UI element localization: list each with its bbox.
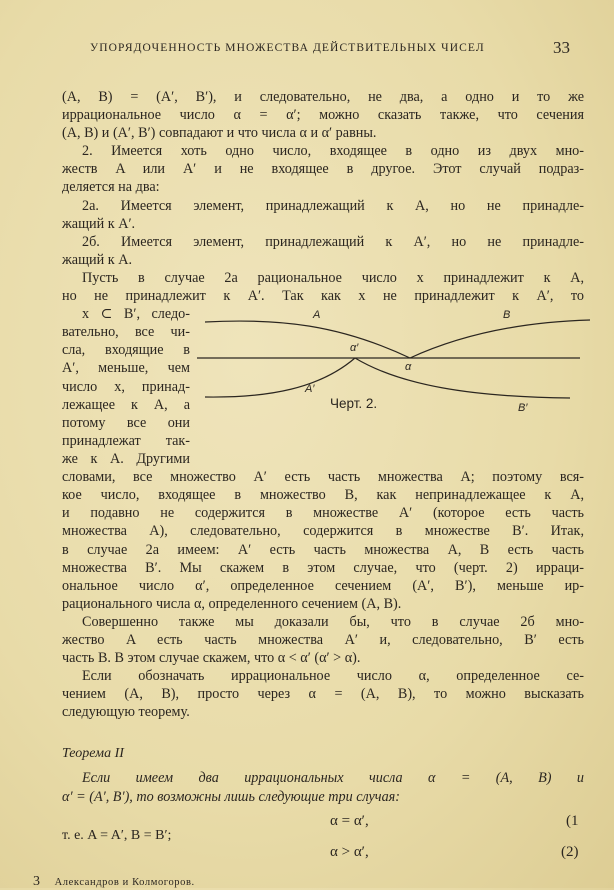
formula-case-2: α > α′, xyxy=(330,844,369,860)
column-line: лежащее к A, а xyxy=(62,397,190,413)
column-line: потому все они xyxy=(62,415,190,431)
label-A-prime: A′ xyxy=(305,383,315,395)
text-line: Если обозначать иррациональное число α, определенное се- xyxy=(82,668,584,684)
text-line: и подавно не содержится в множестве A′ (которое есть часть xyxy=(62,505,584,521)
column-line: x ⊂ B′, следо- xyxy=(82,306,190,322)
text-line: (A, B) и (A′, B′) совпадают и что числа α и α′ равны. xyxy=(62,125,377,141)
column-line: же к A. Другими xyxy=(62,451,190,467)
text-line: жащий к A′. xyxy=(62,216,136,232)
text-line: жеств A или A′ и не входящее в другое. Этот случай подраз- xyxy=(62,161,584,177)
equation-number-2: (2) xyxy=(561,844,579,860)
text-line: словами, все множество A′ есть часть множества A; поэтому вся- xyxy=(62,469,584,485)
text-line: Совершенно также мы доказали бы, что в случае 2б мно- xyxy=(82,614,584,630)
text-line: множества A), следовательно, содержится в множестве B′. Итак, xyxy=(62,523,584,539)
label-B: B xyxy=(503,309,511,321)
column-line: принадлежат так- xyxy=(62,433,190,449)
theorem-line: Если имеем два иррациональных числа α = (A, B) и xyxy=(82,770,584,786)
text-line: чением (A, B), просто через α = (A, B), то можно высказать xyxy=(62,686,584,702)
page-number: 33 xyxy=(553,38,570,57)
text-line: деляется на два: xyxy=(62,179,160,195)
text-line: часть B. В этом случае скажем, что α < α′ (α′ > α). xyxy=(62,650,361,666)
text-line: множества B′. Мы скажем в этом случае, что (черт. 2) ирраци- xyxy=(62,560,584,576)
text-line: Пусть в случае 2а рациональное число x принадлежит к A, xyxy=(82,270,584,286)
column-line: A′, меньше, чем xyxy=(62,360,190,376)
theorem-title: Теорема II xyxy=(62,746,124,761)
text-line: (A, B) = (A′, B′), и следовательно, не два, а одно и то же xyxy=(62,89,584,105)
curve-A-prime xyxy=(205,358,355,397)
case-1-note: т. е. A = A′, B = B′; xyxy=(62,828,172,843)
running-header: УПОРЯДОЧЕННОСТЬ МНОЖЕСТВА ДЕЙСТВИТЕЛЬНЫХ ЧИСЕЛ xyxy=(90,42,485,54)
label-B-prime: B′ xyxy=(518,402,528,414)
text-line: жество A есть часть множества A′ и, следовательно, B′ есть xyxy=(62,632,584,648)
text-line: жащий к A. xyxy=(62,252,132,268)
column-line: вательно, все чи- xyxy=(62,324,190,340)
curve-B-prime xyxy=(355,358,570,398)
column-line: число x, принад- xyxy=(62,379,190,395)
label-alpha-prime: α′ xyxy=(350,342,359,354)
label-alpha: α xyxy=(405,361,412,373)
text-line: ональное число α′, определенное сечением (A′, B′), меньше ир- xyxy=(62,578,584,594)
theorem-line: α′ = (A′, B′), то возможны лишь следующие три случая: xyxy=(62,789,400,805)
footer-text: Александров и Колмогоров. xyxy=(54,877,195,888)
text-line: следующую теорему. xyxy=(62,704,190,720)
curve-A xyxy=(205,321,410,358)
text-line: кое число, входящее в множество B, как непринадлежащее к A, xyxy=(62,487,584,503)
text-line: но не принадлежит к A′. Так как x не принадлежит к A′, то xyxy=(62,288,584,304)
figure-caption: Черт. 2. xyxy=(330,396,378,411)
text-line: 2б. Имеется элемент, принадлежащий к A′, но не принадле- xyxy=(82,234,584,250)
text-line: 2. Имеется хоть одно число, входящее в одно из двух мно- xyxy=(82,143,584,159)
text-line: в случае 2а имеем: A′ есть часть множества A, B есть часть xyxy=(62,542,584,558)
curve-B xyxy=(410,320,590,358)
signature-mark: 3 xyxy=(33,874,41,889)
label-A: A xyxy=(313,309,321,321)
text-line: иррациональное число α = α′; можно сказать также, что сечения xyxy=(62,107,584,123)
text-line: рационального числа α, определенного сечением (A, B). xyxy=(62,596,402,612)
text-line: 2а. Имеется элемент, принадлежащий к A, но не принадле- xyxy=(82,198,584,214)
column-line: сла, входящие в xyxy=(62,342,190,358)
formula-case-1: α = α′, xyxy=(330,813,369,829)
equation-number-1: (1 xyxy=(566,813,579,829)
